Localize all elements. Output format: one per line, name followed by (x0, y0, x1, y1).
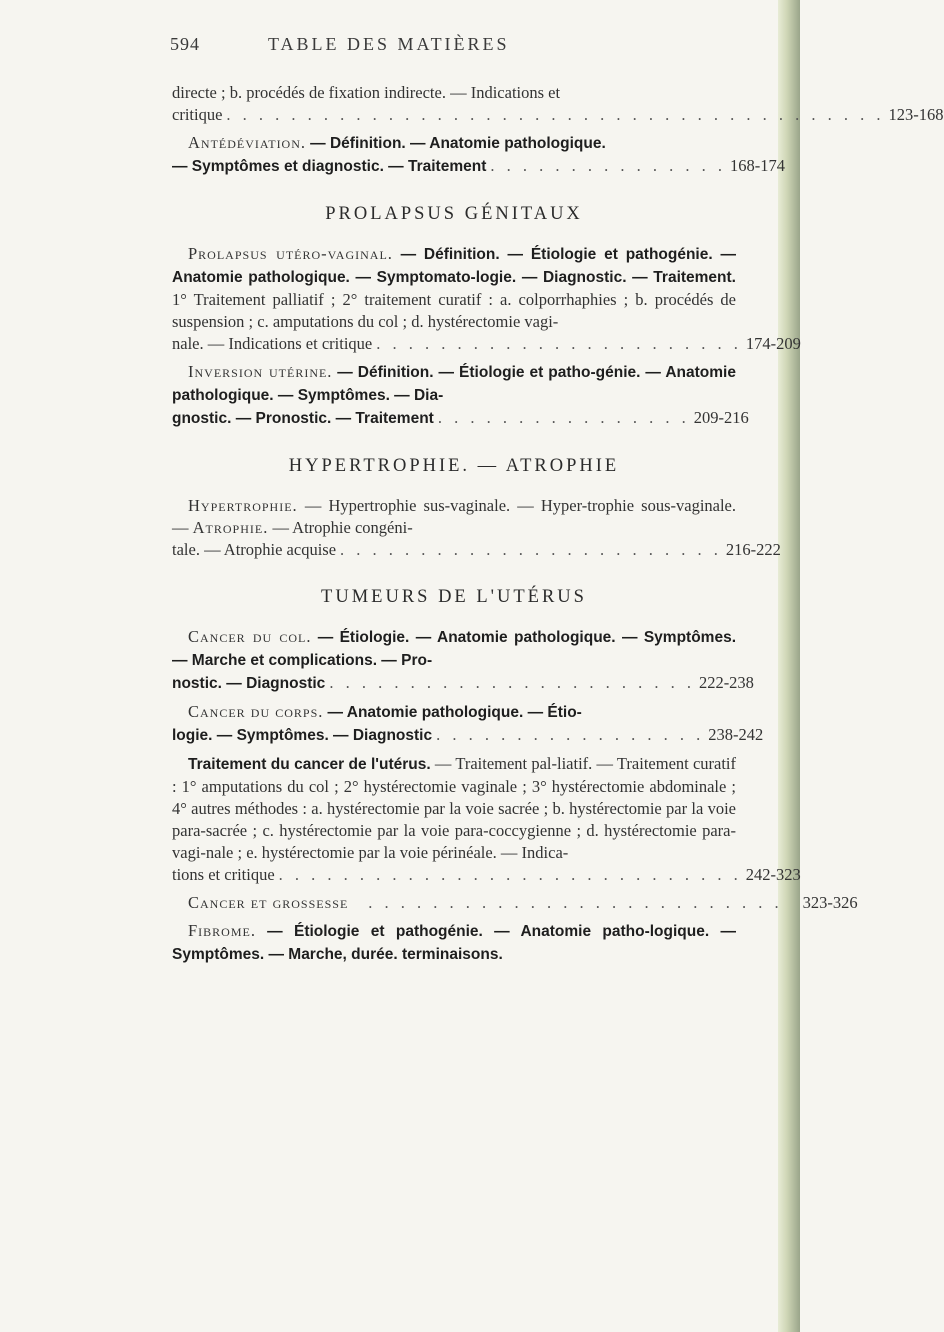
page-header (172, 34, 736, 60)
page-range: 216-222 (725, 540, 781, 559)
page-edge (778, 0, 800, 1332)
page-range: 168-174 (730, 156, 785, 175)
toc-entry: Prolapsus utéro-vaginal. — Définition. — Étiologie et pathogénie. — Anatomie pathologique. — Symptomato-logie. — Diagnostic. — Traitement. 1° Traitement palliatif ; 2° traitement curatif : a. colporrhaphies ; b. procédés de suspension ; c. amputations du col ; d. hystérectomie vagi- nale. — Indications et critique . . . . . . . . . . . . . . . . . . . . . . . 174-209 (172, 244, 801, 353)
page-number: 594 (170, 34, 200, 54)
toc-entry: Hypertrophie. — Hypertrophie sus-vaginale. — Hyper-trophie sous-vaginale. — Atrophie. — Atrophie congéni- tale. — Atrophie acquise . . . . . . . . . . . . . . . . . . . . . . . . 216-222 (172, 496, 781, 559)
toc-entry: directe ; b. procédés de fixation indirecte. — Indications et critique . . . . . . . . . . . . . . . . . . . . . . . . . . . . . . . . . . . . . . . . . 123-168 (172, 83, 944, 124)
toc-entry: Cancer du corps. — Anatomie pathologique. — Étio- logie. — Symptômes. — Diagnostic . . . . . . . . . . . . . . . . . 238-242 (172, 702, 764, 744)
page-range: 323-326 (802, 893, 858, 912)
toc-entry: Cancer et grossesse . . . . . . . . . . . . . . . . . . . . . . . . . . 323-326 (188, 893, 858, 912)
section-title: PROLAPSUS GÉNITAUX (325, 204, 583, 224)
toc-entry: Antédéviation. — Définition. — Anatomie pathologique. — Symptômes et diagnostic. — Traitement . . . . . . . . . . . . . . . 168-174 (172, 133, 785, 175)
running-title: TABLE DES MATIÈRES (268, 34, 510, 54)
toc-entry: Inversion utérine. — Définition. — Étiologie et patho-génie. — Anatomie pathologique. — Symptômes. — Dia- gnostic. — Pronostic. — Traitement . . . . . . . . . . . . . . . . 209-216 (172, 362, 749, 427)
page-range: 123-168 (888, 105, 944, 124)
page-range: 209-216 (693, 408, 749, 427)
toc-page (170, 34, 944, 972)
page-range: 174-209 (745, 334, 801, 353)
toc-entry: Cancer du col. — Étiologie. — Anatomie pathologique. — Symptômes. — Marche et complications. — Pro- nostic. — Diagnostic . . . . . . . . . . . . . . . . . . . . . . . 222-238 (172, 627, 754, 692)
section-title: HYPERTROPHIE. — ATROPHIE (288, 456, 620, 476)
section-title: TUMEURS DE L'UTÉRUS (321, 587, 587, 607)
page-range: 222-238 (698, 673, 754, 692)
toc-entry: Fibrome. — Étiologie et pathogénie. — Anatomie patho-logique. — Symptômes. — Marche, durée. terminaisons. (172, 921, 736, 963)
page-range: 238-242 (708, 725, 764, 744)
toc-entry: Traitement du cancer de l'utérus. — Traitement pal-liatif. — Traitement curatif : 1° amputations du col ; 2° hystérectomie vaginale ; 3° hystérectomie abdominale ; 4° autres méthodes : a. hystérectomie par la voie sacrée ; b. hystérectomie par la voie para-sacrée ; c. hystérectomie par la voie para-coccygienne ; d. hystérectomie para-vagi-nale ; e. hystérectomie par la voie périnéale. — Indica- tions et critique . . . . . . . . . . . . . . . . . . . . . . . . . . . . . 242-323 (172, 754, 801, 884)
page-range: 242-323 (745, 865, 801, 884)
